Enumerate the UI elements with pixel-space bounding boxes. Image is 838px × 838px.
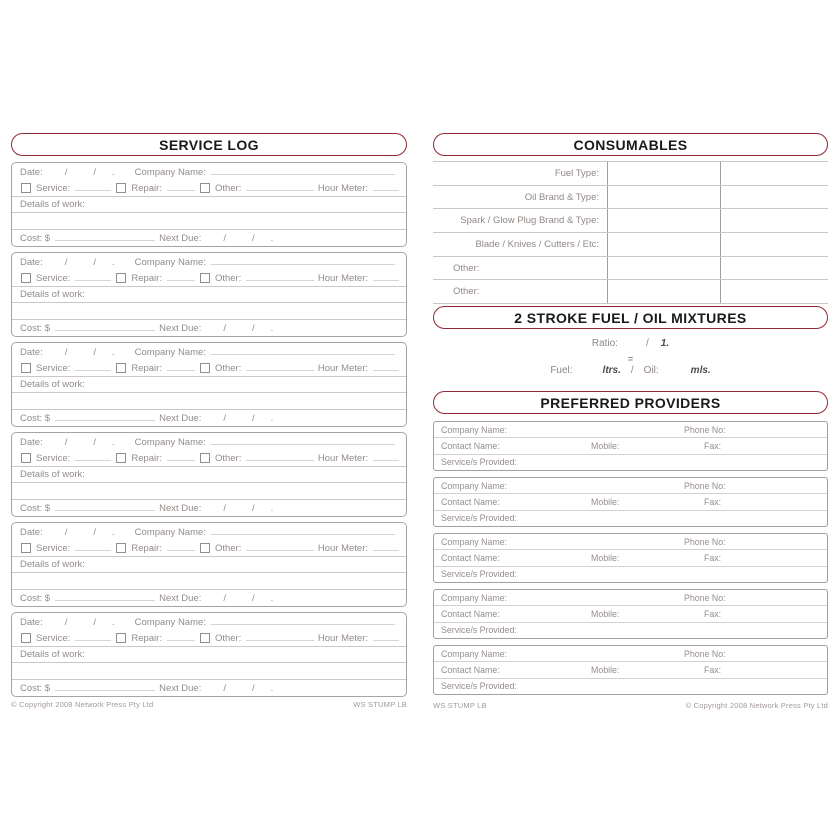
service-checkbox [21,273,31,283]
repair-writing-line [167,280,195,281]
provider-entry-block [433,421,828,471]
service-label: Service: [36,362,71,374]
date-dot: . [112,616,115,628]
next-due-dot: . [270,232,274,244]
service-label: Service: [36,542,71,554]
service-entry-block [11,162,407,247]
other-writing-line [246,460,313,461]
provider-entry-block [433,589,828,639]
service-log-blocks [11,162,407,697]
work-type-row [12,540,406,557]
next-due-dot: . [270,322,274,334]
services-provided-label: Service/s Provided: [441,513,517,524]
fax-label: Fax: [704,441,722,452]
mobile-label: Mobile: [591,609,620,620]
other-label: Other: [214,632,242,644]
next-due-dot: . [270,412,274,424]
service-checkbox [21,453,31,463]
provider-services-row [434,567,827,582]
other-writing-line [246,280,313,281]
consumables-row-label: Blade / Knives / Cutters / Etc: [475,238,599,250]
details-writing-row [12,573,406,590]
next-due-slash: / [223,322,226,334]
ratio-denominator: 1. [660,338,670,350]
details-of-work-label: Details of work: [20,648,85,660]
consumables-row-label: Fuel Type: [554,167,599,179]
service-checkbox [21,633,31,643]
service-writing-line [75,550,111,551]
cost-label: Cost: $ [20,682,51,694]
fax-label: Fax: [704,609,722,620]
repair-label: Repair: [131,272,162,284]
service-log-page [11,133,407,709]
company-name-label: Company Name: [441,424,508,435]
services-provided-label: Service/s Provided: [441,681,517,692]
service-checkbox [21,363,31,373]
service-checkbox [21,183,31,193]
repair-label: Repair: [131,542,162,554]
repair-label: Repair: [131,362,162,374]
provider-contact-row [434,438,827,454]
service-writing-line [75,190,111,191]
cost-next-due-row [12,680,406,696]
consumables-entry-cell [607,162,720,185]
date-dot: . [112,256,115,268]
work-type-row [12,180,406,197]
repair-checkbox [116,363,126,373]
service-label: Service: [36,632,71,644]
product-code: WS STUMP LB [433,701,487,711]
cost-label: Cost: $ [20,412,51,424]
services-provided-label: Service/s Provided: [441,625,517,636]
hour-meter-writing-line [373,190,399,191]
company-name-label: Company Name: [134,166,206,178]
consumables-entry-cell [607,257,720,280]
cost-writing-line [55,600,155,601]
date-dot: . [112,166,115,178]
next-due-label: Next Due: [159,322,202,334]
service-entry-block [11,612,407,697]
contact-name-label: Contact Name: [441,441,500,452]
provider-contact-row [434,606,827,622]
date-slash: / [93,256,96,268]
provider-entry-block [433,477,828,527]
right-page-footer [433,701,828,710]
provider-company-row [434,422,827,438]
date-dot: . [112,436,115,448]
repair-writing-line [167,190,195,191]
provider-services-row [434,679,827,694]
hour-meter-writing-line [373,550,399,551]
consumables-page [433,133,828,710]
equals-row [433,353,828,365]
work-type-row [12,630,406,647]
other-writing-line [246,550,313,551]
next-due-slash: / [223,592,226,604]
repair-writing-line [167,550,195,551]
hour-meter-writing-line [373,280,399,281]
hour-meter-label: Hour Meter: [317,542,368,554]
service-log-title: SERVICE LOG [159,136,259,153]
work-type-row [12,360,406,377]
work-type-row [12,270,406,287]
details-of-work-row [12,467,406,483]
service-label: Service: [36,182,71,194]
date-slash: / [93,346,96,358]
date-slash: / [64,346,68,358]
work-type-row [12,450,406,467]
provider-contact-row [434,494,827,510]
mix-slash: / [630,365,634,377]
providers-header [433,391,828,414]
company-name-label: Company Name: [441,536,508,547]
repair-checkbox [116,543,126,553]
details-of-work-label: Details of work: [20,198,85,210]
date-slash: / [93,526,96,538]
company-name-label: Company Name: [134,616,206,628]
phone-no-label: Phone No: [684,536,726,547]
mobile-label: Mobile: [591,665,620,676]
fuel-unit: ltrs. [602,365,621,377]
service-writing-line [75,640,111,641]
repair-checkbox [116,273,126,283]
fuel-oil-row [433,365,828,380]
consumables-row [433,209,828,233]
consumables-row [433,186,828,210]
company-name-label: Company Name: [134,526,206,538]
date-label: Date: [20,256,43,268]
next-due-slash: / [252,682,255,694]
consumables-entry-cell [607,209,720,232]
fax-label: Fax: [704,553,722,564]
company-name-label: Company Name: [134,346,206,358]
service-entry-block [11,522,407,607]
provider-company-row [434,646,827,662]
date-label: Date: [20,166,43,178]
other-writing-line [246,370,313,371]
next-due-slash: / [223,502,226,514]
cost-writing-line [55,510,155,511]
cost-label: Cost: $ [20,322,51,334]
company-name-writing-line [211,174,395,175]
fuel-label: Fuel: [550,365,573,377]
cost-next-due-row [12,590,406,606]
fax-label: Fax: [704,497,722,508]
consumables-entry-cell [720,257,828,280]
provider-contact-row [434,662,827,678]
repair-label: Repair: [131,182,162,194]
other-checkbox [200,183,210,193]
date-label: Date: [20,526,43,538]
next-due-label: Next Due: [159,412,202,424]
details-writing-row [12,663,406,680]
repair-checkbox [116,453,126,463]
consumables-entry-cell [720,186,828,209]
consumables-row-label: Other: [453,286,480,298]
providers-title: PREFERRED PROVIDERS [540,394,721,411]
other-checkbox [200,363,210,373]
service-label: Service: [36,272,71,284]
service-entry-block [11,432,407,517]
other-writing-line [246,640,313,641]
provider-blocks [433,421,828,695]
date-slash: / [64,166,68,178]
details-of-work-row [12,647,406,663]
product-code: WS STUMP LB [353,700,407,709]
consumables-title: CONSUMABLES [573,136,688,153]
service-label: Service: [36,452,71,464]
repair-label: Repair: [131,632,162,644]
other-checkbox [200,543,210,553]
service-log-header [11,133,407,156]
details-of-work-label: Details of work: [20,288,85,300]
company-name-writing-line [211,444,395,445]
copyright-text: © Copyright 2008 Network Press Pty Ltd [685,701,828,711]
details-of-work-row [12,197,406,213]
consumables-row [433,162,828,186]
details-writing-row [12,483,406,500]
details-writing-row [12,393,406,410]
details-of-work-row [12,557,406,573]
next-due-dot: . [270,592,274,604]
company-name-writing-line [211,264,395,265]
details-of-work-label: Details of work: [20,468,85,480]
next-due-dot: . [270,682,274,694]
phone-no-label: Phone No: [684,592,726,603]
repair-label: Repair: [131,452,162,464]
service-entry-block [11,252,407,337]
contact-name-label: Contact Name: [441,609,500,620]
copyright-text: © Copyright 2008 Network Press Pty Ltd [11,700,154,709]
cost-next-due-row [12,230,406,246]
other-checkbox [200,273,210,283]
repair-checkbox [116,633,126,643]
next-due-label: Next Due: [159,232,202,244]
oil-label: Oil: [643,365,659,377]
contact-name-label: Contact Name: [441,553,500,564]
phone-no-label: Phone No: [684,648,726,659]
consumables-entry-cell [607,280,720,303]
equals-sign: = [627,354,634,365]
provider-company-row [434,590,827,606]
provider-company-row [434,478,827,494]
consumables-entry-cell [720,209,828,232]
details-of-work-label: Details of work: [20,378,85,390]
next-due-slash: / [252,502,255,514]
date-label: Date: [20,616,43,628]
hour-meter-label: Hour Meter: [317,632,368,644]
next-due-label: Next Due: [159,502,202,514]
mobile-label: Mobile: [591,497,620,508]
phone-no-label: Phone No: [684,480,726,491]
cost-writing-line [55,420,155,421]
company-name-label: Company Name: [441,648,508,659]
contact-name-label: Contact Name: [441,497,500,508]
consumables-entry-cell [720,280,828,303]
date-label: Date: [20,436,43,448]
mobile-label: Mobile: [591,553,620,564]
date-slash: / [93,166,96,178]
details-of-work-label: Details of work: [20,558,85,570]
contact-name-label: Contact Name: [441,665,500,676]
oil-unit: mls. [690,365,711,377]
mobile-label: Mobile: [591,441,620,452]
company-name-writing-line [211,534,395,535]
provider-company-row [434,534,827,550]
next-due-slash: / [252,232,255,244]
other-checkbox [200,633,210,643]
other-label: Other: [214,362,242,374]
date-company-row [12,613,406,630]
ratio-row [433,338,828,353]
cost-next-due-row [12,410,406,426]
phone-no-label: Phone No: [684,424,726,435]
consumables-entry-cell [720,233,828,256]
consumables-row [433,233,828,257]
date-company-row [12,343,406,360]
other-label: Other: [214,452,242,464]
consumables-entry-cell [607,233,720,256]
next-due-slash: / [223,412,226,424]
provider-services-row [434,455,827,470]
hour-meter-writing-line [373,370,399,371]
company-name-label: Company Name: [441,480,508,491]
repair-checkbox [116,183,126,193]
consumables-entry-cell [607,186,720,209]
next-due-label: Next Due: [159,592,202,604]
next-due-slash: / [252,592,255,604]
other-checkbox [200,453,210,463]
consumables-row [433,280,828,304]
next-due-slash: / [223,232,226,244]
service-entry-block [11,342,407,427]
date-company-row [12,253,406,270]
provider-entry-block [433,533,828,583]
cost-writing-line [55,240,155,241]
ratio-label: Ratio: [591,338,618,350]
hour-meter-writing-line [373,640,399,641]
services-provided-label: Service/s Provided: [441,457,517,468]
date-dot: . [112,346,115,358]
consumables-row [433,257,828,281]
details-of-work-row [12,287,406,303]
hour-meter-label: Hour Meter: [317,272,368,284]
cost-writing-line [55,330,155,331]
cost-next-due-row [12,500,406,516]
date-slash: / [93,616,96,628]
other-label: Other: [214,272,242,284]
service-writing-line [75,280,111,281]
date-company-row [12,163,406,180]
hour-meter-label: Hour Meter: [317,182,368,194]
company-name-label: Company Name: [134,436,206,448]
date-slash: / [64,526,68,538]
left-page-footer [11,700,407,709]
other-writing-line [246,190,313,191]
consumables-table [433,161,828,304]
hour-meter-writing-line [373,460,399,461]
next-due-label: Next Due: [159,682,202,694]
service-writing-line [75,460,111,461]
mixtures-title: 2 STROKE FUEL / OIL MIXTURES [514,309,747,326]
ratio-slash: / [646,338,649,350]
next-due-slash: / [252,412,255,424]
service-checkbox [21,543,31,553]
repair-writing-line [167,460,195,461]
date-slash: / [93,436,96,448]
hour-meter-label: Hour Meter: [317,452,368,464]
provider-services-row [434,623,827,638]
provider-services-row [434,511,827,526]
cost-writing-line [55,690,155,691]
company-name-writing-line [211,624,395,625]
repair-writing-line [167,640,195,641]
company-name-writing-line [211,354,395,355]
next-due-slash: / [223,682,226,694]
details-of-work-row [12,377,406,393]
date-slash: / [64,616,68,628]
other-label: Other: [214,182,242,194]
services-provided-label: Service/s Provided: [441,569,517,580]
date-slash: / [64,436,68,448]
mixtures-header [433,306,828,329]
cost-label: Cost: $ [20,232,51,244]
consumables-row-label: Other: [453,262,480,274]
cost-next-due-row [12,320,406,336]
consumables-header [433,133,828,156]
provider-entry-block [433,645,828,695]
company-name-label: Company Name: [134,256,206,268]
date-dot: . [112,526,115,538]
cost-label: Cost: $ [20,592,51,604]
consumables-row-label: Oil Brand & Type: [524,191,599,203]
fax-label: Fax: [704,665,722,676]
other-label: Other: [214,542,242,554]
consumables-entry-cell [720,162,828,185]
consumables-row-label: Spark / Glow Plug Brand & Type: [460,215,599,227]
details-writing-row [12,213,406,230]
next-due-dot: . [270,502,274,514]
hour-meter-label: Hour Meter: [317,362,368,374]
details-writing-row [12,303,406,320]
date-company-row [12,433,406,450]
date-slash: / [64,256,68,268]
service-writing-line [75,370,111,371]
provider-contact-row [434,550,827,566]
company-name-label: Company Name: [441,592,508,603]
cost-label: Cost: $ [20,502,51,514]
next-due-slash: / [252,322,255,334]
date-company-row [12,523,406,540]
mixtures-section [433,329,828,390]
date-label: Date: [20,346,43,358]
repair-writing-line [167,370,195,371]
